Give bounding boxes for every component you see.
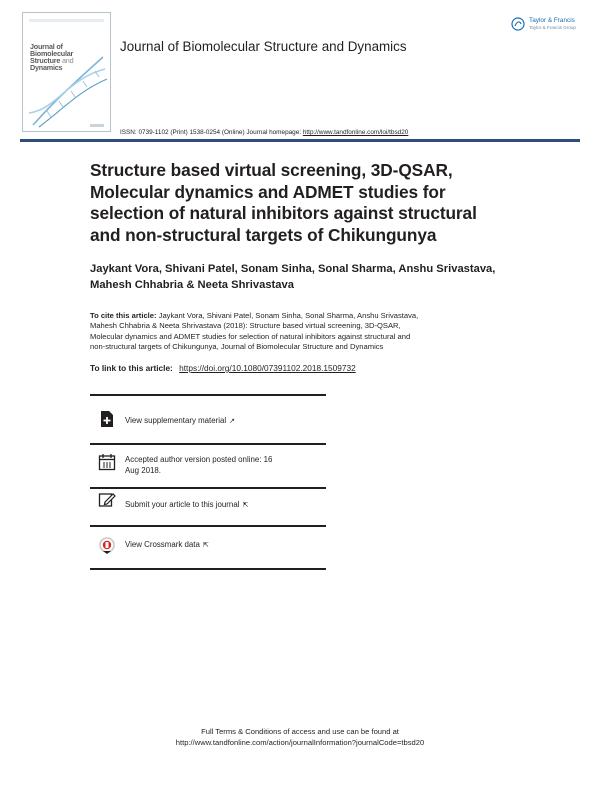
crossmark-link[interactable] [125, 540, 305, 552]
footer-terms-url[interactable]: http://www.tandfonline.com/action/journalInformation?journalCode=tbsd20 [175, 737, 425, 747]
citation-text: Jaykant Vora, Shivani Patel, Sonam Sinha, Sonal Sharma, Anshu Srivastava, [156, 311, 419, 320]
article-title-line: Structure based virtual screening, 3D-QSAR, [90, 160, 453, 180]
cover-title-and: and [61, 56, 74, 65]
supplementary-link[interactable] [125, 416, 305, 428]
external-link-icon: ⇱ [242, 502, 249, 509]
article-title-line: and non-structural targets of Chikungunya [90, 224, 437, 245]
supplementary-doc-icon [98, 410, 116, 428]
row-divider [90, 487, 326, 489]
publisher-name: Taylor & Francis [529, 17, 575, 24]
calendar-icon [98, 453, 116, 471]
citation-text: Mahesh Chhabria & Neeta Shrivastava (2018): Structure based virtual screening, 3D-QSAR, [90, 321, 401, 331]
authors-line: Jaykant Vora, Shivani Patel, Sonam Sinha, Sonal Sharma, Anshu Srivastava, [90, 263, 496, 275]
crossmark-label: View Crossmark data [125, 540, 200, 549]
publisher-tagline: Taylor & Francis Group [529, 25, 576, 30]
supplementary-row[interactable] [90, 394, 326, 434]
journal-title: Journal of Biomolecular Structure and Dynamics [120, 39, 407, 54]
accepted-date-text [125, 455, 305, 476]
dna-helix-graphic [23, 13, 110, 131]
external-link-icon: ⇱ [202, 542, 209, 549]
accepted-line: Aug 2018. [125, 465, 161, 475]
accepted-row [90, 443, 326, 487]
citation-label: To cite this article: [90, 311, 157, 320]
article-title [90, 160, 520, 246]
article-link-line [90, 363, 356, 373]
cover-publisher-mark [90, 124, 104, 127]
footer-terms-text: Full Terms & Conditions of access and use can be found at [201, 727, 399, 736]
crossmark-row[interactable] [90, 525, 326, 569]
submit-label: Submit your article to this journal [125, 500, 240, 509]
citation-text: Molecular dynamics and ADMET studies for selection of natural inhibitors against structural and [90, 331, 411, 341]
cover-title-structure: Structure [30, 56, 61, 65]
row-divider [90, 525, 326, 527]
citation-text: non-structural targets of Chikungunya, Journal of Biomolecular Structure and Dynamics [90, 341, 384, 351]
header-divider [20, 139, 580, 142]
article-link-label: To link to this article: [90, 363, 173, 373]
cover-title-line1: Journal of Biomolecular [30, 42, 74, 58]
article-title-line: selection of natural inhibitors against structural [90, 203, 477, 223]
accepted-line: Accepted author version posted online: 16 [125, 455, 273, 464]
journal-cover-image [22, 12, 111, 132]
row-divider [90, 394, 326, 396]
edit-icon [98, 491, 116, 509]
external-link-icon: ↗ [229, 418, 236, 425]
footer-terms [0, 727, 600, 748]
article-title-line: Molecular dynamics and ADMET studies for [90, 181, 446, 202]
authors-line: Mahesh Chhabria & Neeta Shrivastava [90, 278, 294, 291]
publisher-logo-icon [511, 17, 525, 31]
submit-article-link[interactable] [125, 500, 305, 512]
crossmark-icon [98, 537, 116, 555]
submit-row[interactable] [90, 487, 326, 525]
article-authors [90, 262, 530, 293]
issn-line [120, 129, 408, 136]
publisher-logo[interactable] [511, 17, 583, 37]
row-divider [90, 443, 326, 445]
journal-homepage-link[interactable]: http://www.tandfonline.com/loi/tbsd20 [302, 129, 409, 136]
cover-title [30, 43, 106, 71]
issn-text: ISSN: 0739-1102 (Print) 1538-0254 (Online) Journal homepage: [120, 129, 302, 136]
doi-link[interactable]: https://doi.org/10.1080/07391102.2018.1509732 [179, 363, 356, 373]
citation-block [90, 311, 510, 352]
supplementary-label: View supplementary material [125, 416, 227, 425]
row-divider [90, 568, 326, 570]
cover-title-dynamics: Dynamics [30, 63, 63, 72]
